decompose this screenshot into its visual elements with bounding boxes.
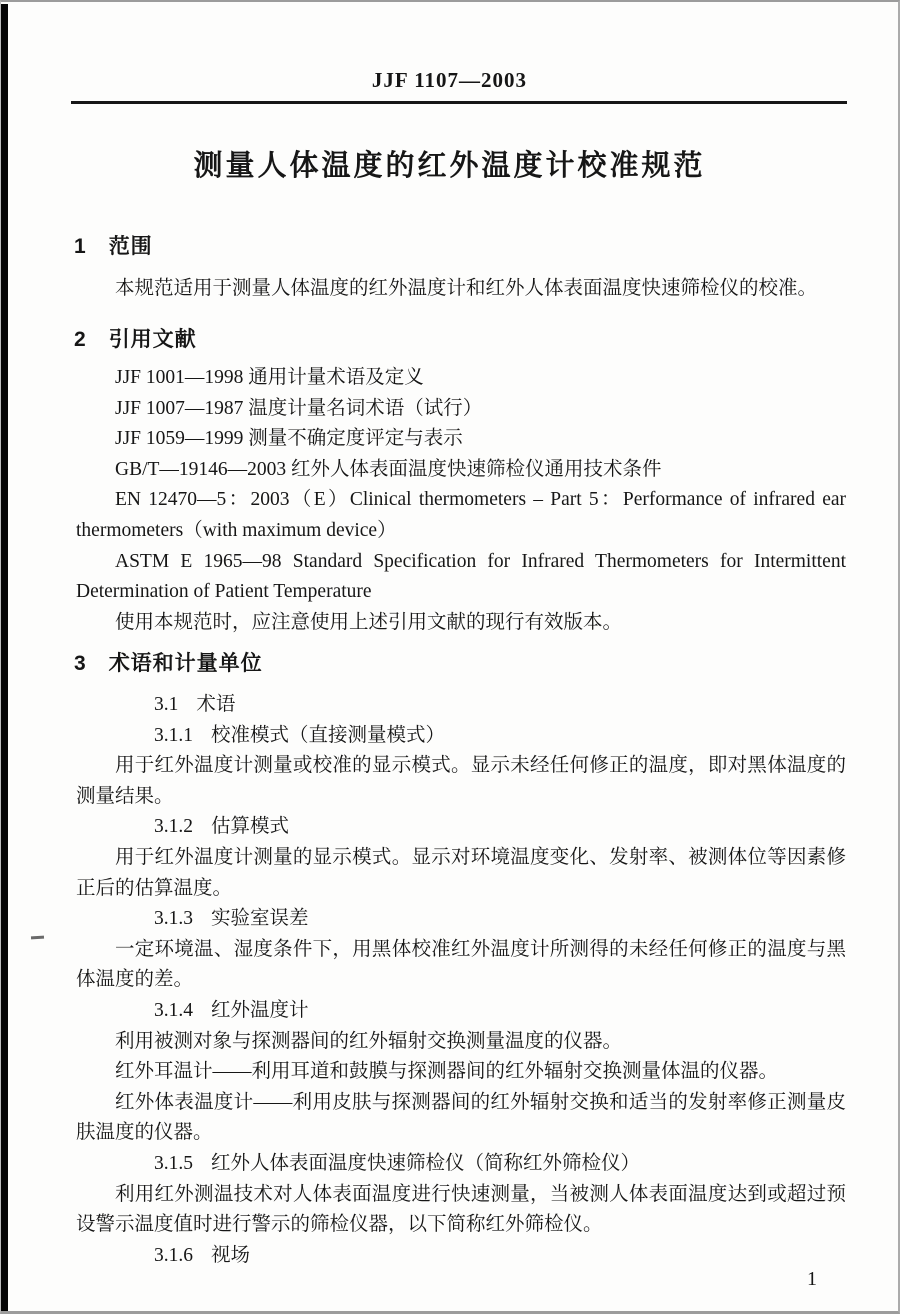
subsection-number: 3.1.3 [154,908,193,930]
section-2-heading [74,323,197,353]
subsection-number: 3.1.4 [154,999,193,1021]
subsection-heading [76,1149,846,1180]
paragraph: 本规范适用于测量人体温度的红外温度计和红外人体表面温度快速筛检仪的校准。 [115,278,818,299]
subsection-heading [76,996,846,1027]
section-title: 引用文献 [108,328,197,351]
scan-edge-artifact [1,4,8,1311]
paragraph: 利用被测对象与探测器间的红外辐射交换测量温度的仪器。 [115,1030,623,1052]
reference-item: JJF 1007—1987 温度计量名词术语（试行） [115,397,483,419]
section-3-heading [74,647,263,677]
paragraph: 红外耳温计——利用耳道和鼓膜与探测器间的红外辐射交换测量体温的仪器。 [115,1061,779,1083]
paragraph: 利用红外测温技术对人体表面温度进行快速测量，当被测人体表面温度达到或超过预设警示温度值时进行警示的筛检仪器，以下简称红外筛检仪。 [76,1183,846,1236]
paragraph: 一定环境温、湿度条件下，用黑体校准红外温度计所测得的未经任何修正的温度与黑体温度的差。 [76,938,846,991]
subsection-number: 3.1.5 [154,1152,193,1174]
paragraph: 用于红外温度计测量或校准的显示模式。显示未经任何修正的温度，即对黑体温度的测量结果。 [76,755,846,807]
subsection-title: 术语 [196,694,236,715]
subsection-number: 3.1.6 [154,1244,193,1266]
subsection-title: 实验室误差 [211,908,309,930]
subsection-number: 3.1.2 [154,816,193,838]
subsection-number: 3.1.1 [154,724,193,746]
paragraph: 使用本规范时，应注意使用上述引用文献的现行有效版本。 [115,611,623,633]
document-title: 测量人体温度的红外温度计校准规范 [193,150,706,182]
section-3-body [76,690,846,1271]
header-rule [71,101,847,104]
section-1-heading [74,230,153,260]
reference-item: JJF 1001—1998 通用计量术语及定义 [115,367,424,388]
section-number: 1 [74,235,87,258]
section-title: 术语和计量单位 [108,652,263,675]
reference-item: ASTM E 1965—98 Standard Specification for Infrared Thermometers for Intermittent Determination of Patient Temperature [76,550,846,603]
section-1-body [76,274,846,305]
running-header: JJF 1107—2003 [371,68,528,92]
reference-item: JJF 1059—1999 测量不确定度评定与表示 [115,428,463,450]
section-2-body [76,363,846,638]
section-number: 2 [74,328,87,351]
page-number: 1 [807,1268,817,1290]
subsection-title: 红外温度计 [211,999,309,1021]
subsection-title: 估算模式 [211,816,290,838]
paragraph: 用于红外温度计测量的显示模式。显示对环境温度变化、发射率、被测体位等因素修正后的估算温度。 [76,846,846,899]
reference-item: GB/T—19146—2003 红外人体表面温度快速筛检仪通用技术条件 [115,458,662,480]
margin-dash-artifact [31,936,44,940]
subsection-heading [76,721,846,752]
subsection-title: 校准模式（直接测量模式） [211,724,446,746]
subsection-heading [76,690,846,721]
subsection-title: 红外人体表面温度快速筛检仪（简称红外筛检仪） [211,1152,641,1174]
subsection-heading [76,904,846,935]
section-title: 范围 [108,235,153,258]
section-number: 3 [74,652,87,675]
paragraph: 红外体表温度计——利用皮肤与探测器间的红外辐射交换和适当的发射率修正测量皮肤温度的仪器。 [76,1091,846,1144]
subsection-title: 视场 [211,1244,251,1266]
subsection-number: 3.1 [154,694,179,715]
subsection-heading [76,1241,846,1272]
reference-item: EN 12470—5：2003（E）Clinical thermometers – Part 5：Performance of infrared ear thermometers（with maximum device） [76,489,846,541]
subsection-heading [76,812,846,843]
